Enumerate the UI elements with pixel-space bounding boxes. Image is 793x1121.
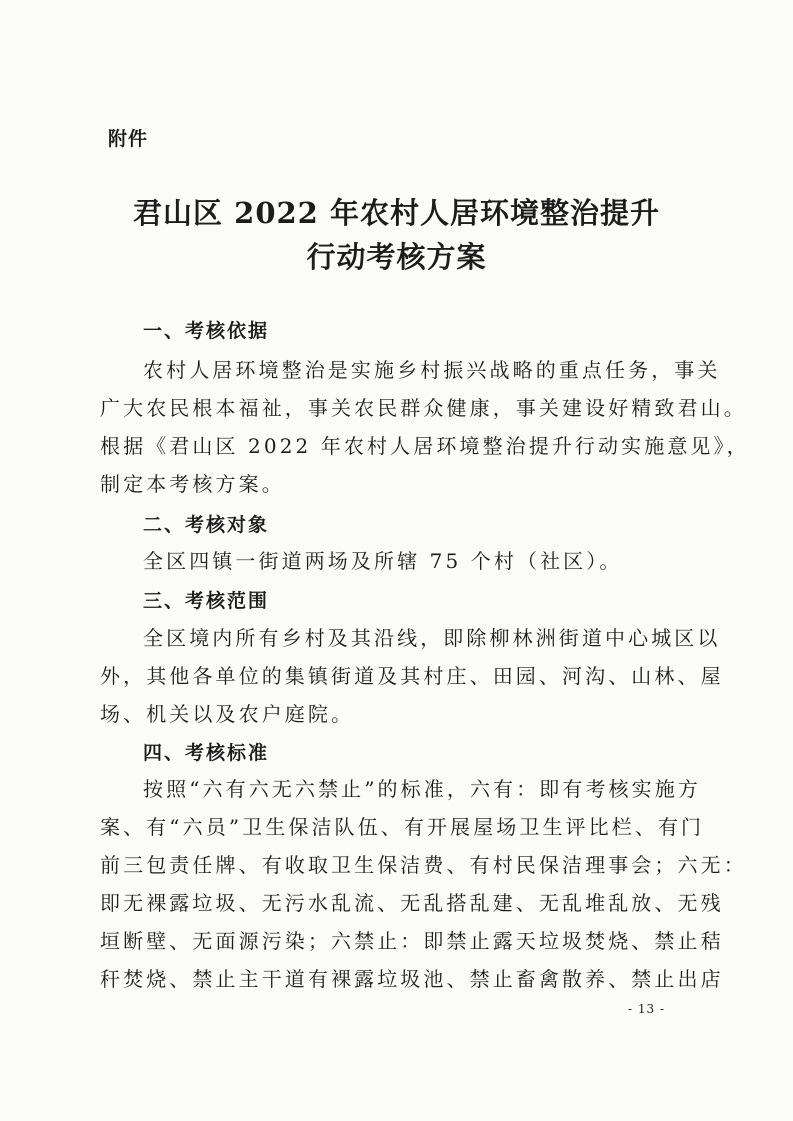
paragraph-line: 广大农民根本福祉，事关农民群众健康，事关建设好精致君山。 [100,396,747,420]
section-heading-target: 二、考核对象 [143,514,270,536]
paragraph-line: 按照“六有六无六禁止”的标准，六有：即有考核实施方 [143,777,701,801]
section-heading-standard: 四、考核标准 [143,742,270,764]
section-heading-basis: 一、考核依据 [143,320,270,342]
paragraph-line: 秆焚烧、禁止主干道有裸露垃圾池、禁止畜禽散养、禁止出店 [100,967,724,991]
paragraph-line: 全区境内所有乡村及其沿线，即除柳林洲街道中心城区以 [143,626,721,650]
paragraph-line: 外，其他各单位的集镇街道及其村庄、田园、河沟、山林、屋 [100,664,724,688]
page-number: - 13 - [628,1002,666,1016]
attachment-label: 附件 [108,128,149,150]
paragraph-line: 农村人居环境整治是实施乡村振兴战略的重点任务，事关 [143,358,721,382]
document-title-line-2: 行动考核方案 [306,240,487,274]
paragraph-line: 场、机关以及农户庭院。 [100,702,355,726]
section-heading-scope: 三、考核范围 [143,590,270,612]
paragraph-line: 全区四镇一街道两场及所辖 75 个村（社区）。 [143,549,623,573]
paragraph-line: 根据《君山区 2022 年农村人居环境整治提升行动实施意见》， [100,434,750,458]
paragraph-line: 前三包责任牌、有收取卫生保洁费、有村民保洁理事会；六无： [100,853,747,877]
document-title-line-1: 君山区 2022 年农村人居环境整治提升 [133,196,660,230]
paragraph-line: 案、有“六员”卫生保洁队伍、有开展屋场卫生评比栏、有门 [100,815,705,839]
paragraph-line: 垣断壁、无面源污染；六禁止：即禁止露天垃圾焚烧、禁止秸 [100,929,724,953]
paragraph-line: 即无裸露垃圾、无污水乱流、无乱搭乱建、无乱堆乱放、无残 [100,891,724,915]
paragraph-line: 制定本考核方案。 [100,472,285,496]
